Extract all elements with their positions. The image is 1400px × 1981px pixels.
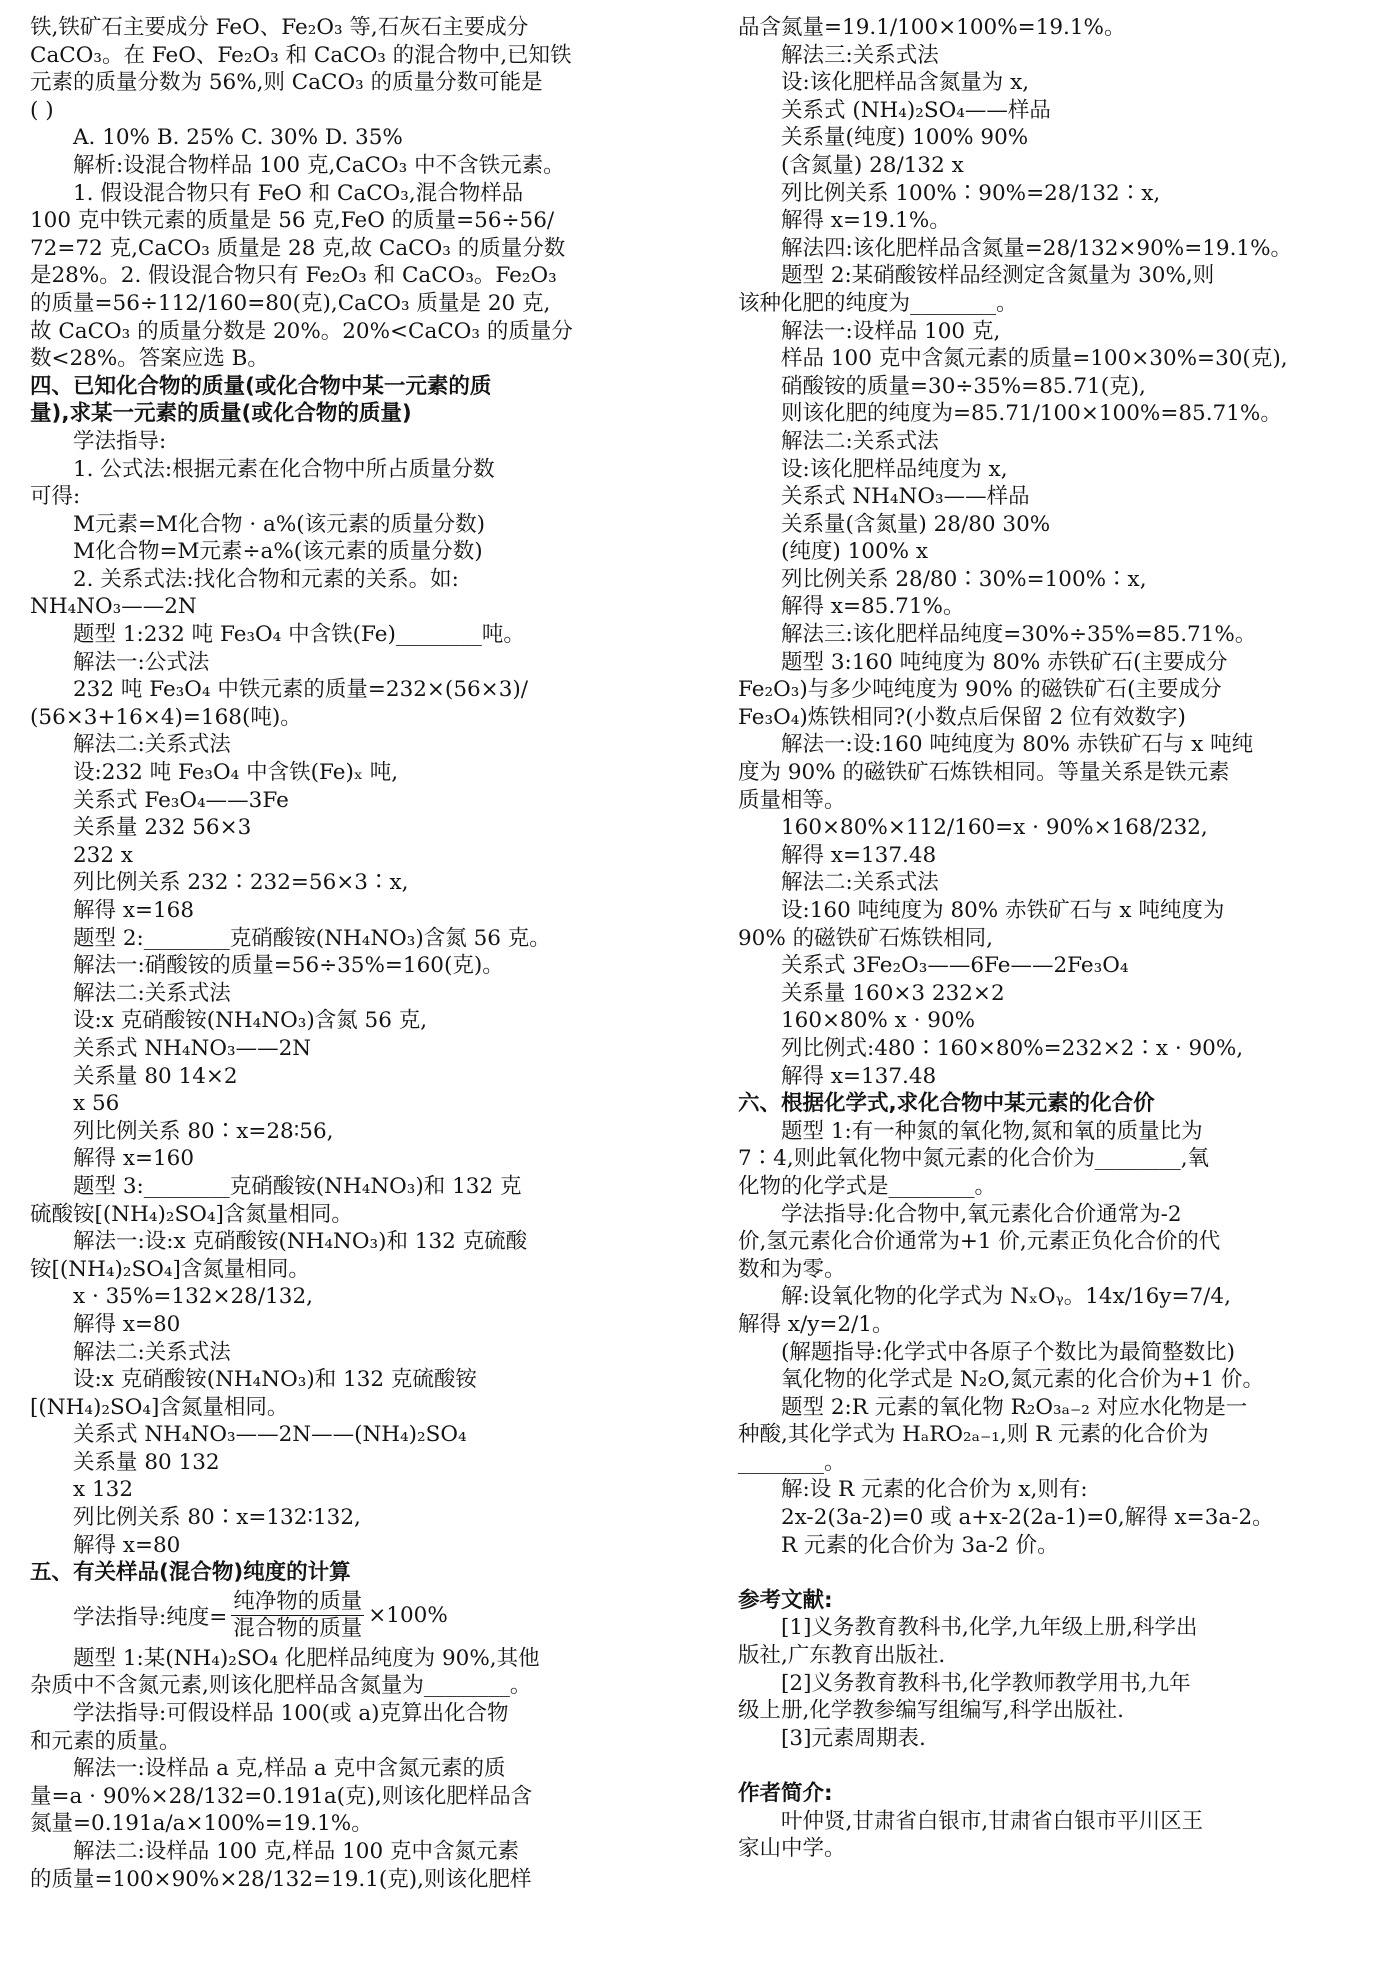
text-line: 题型 1:232 吨 Fe₃O₄ 中含铁(Fe)________吨。 <box>73 622 525 648</box>
text-line: 数和为零。 <box>738 1256 846 1282</box>
text-line: (56×3+16×4)=168(吨)。 <box>30 704 302 730</box>
text-line: M化合物=M元素÷a%(该元素的质量分数) <box>73 539 483 565</box>
text-line: 关系式 (NH₄)₂SO₄——样品 <box>781 97 1051 123</box>
text-line: [1]义务教育教科书,化学,九年级上册,科学出 <box>781 1615 1198 1641</box>
right-column <box>738 14 1370 1863</box>
right-text-block <box>738 14 1370 1863</box>
text-line: 解得 x=168 <box>73 898 195 923</box>
purity-numerator: 纯净物的质量 <box>233 1589 363 1615</box>
text-line: 设:232 吨 Fe₃O₄ 中含铁(Fe)ₓ 吨, <box>73 760 399 786</box>
text-line: 列比例关系 232∶232=56×3∶x, <box>73 870 409 896</box>
text-line: 量=a · 90%×28/132=0.191a(克),则该化肥样品含 <box>30 1783 533 1809</box>
text-line: 则该化肥的纯度为=85.71/100×100%=85.71%。 <box>781 401 1282 427</box>
text-line: 题型 3:160 吨纯度为 80% 赤铁矿石(主要成分 <box>781 649 1228 675</box>
text-line: 解法四:该化肥样品含氮量=28/132×90%=19.1%。 <box>781 235 1293 261</box>
purity-fraction <box>231 1589 364 1642</box>
text-line: 2. 关系式法:找化合物和元素的关系。如: <box>73 566 459 592</box>
section-heading: 作者简介: <box>738 1781 833 1806</box>
text-line: Fe₂O₃)与多少吨纯度为 90% 的磁铁矿石(主要成分 <box>738 677 1222 703</box>
text-line: 解析:设混合物样品 100 克,CaCO₃ 中不含铁元素。 <box>73 152 565 178</box>
text-line: 解得 x/y=2/1。 <box>738 1311 894 1337</box>
text-line: 解:设氧化物的化学式为 NₓOᵧ。14x/16y=7/4, <box>781 1284 1231 1310</box>
text-line: 家山中学。 <box>738 1836 846 1862</box>
text-line: 解得 x=80 <box>73 1532 181 1558</box>
text-line: 关系式 NH₄NO₃——样品 <box>781 484 1030 510</box>
text-line: 化物的化学式是________。 <box>738 1173 997 1199</box>
text-line: 列比例关系 28/80∶30%=100%∶x, <box>781 566 1147 592</box>
text-line: 题型 1:有一种氮的氧化物,氮和氧的质量比为 <box>781 1118 1203 1144</box>
text-line: 解得 x=85.71%。 <box>781 594 965 620</box>
text-line: 解得 x=137.48 <box>781 842 937 868</box>
text-line: 硝酸铵的质量=30÷35%=85.71(克), <box>781 373 1146 399</box>
text-line: 质量相等。 <box>738 787 846 813</box>
text-line: 解法二:关系式法 <box>73 980 231 1006</box>
text-line: 90% 的磁铁矿石炼铁相同, <box>738 925 993 951</box>
purity-prefix: 学法指导:纯度= <box>73 1605 228 1631</box>
left-text-block <box>30 14 662 1587</box>
text-line: 列比例关系 100%∶90%=28/132∶x, <box>781 180 1161 206</box>
text-line: x · 35%=132×28/132, <box>73 1284 313 1310</box>
left-column <box>30 14 662 1893</box>
text-line: [(NH₄)₂SO₄]含氮量相同。 <box>30 1394 289 1420</box>
text-line: CaCO₃。在 FeO、Fe₂O₃ 和 CaCO₃ 的混合物中,已知铁 <box>30 42 572 68</box>
text-line: 铵[(NH₄)₂SO₄]含氮量相同。 <box>30 1256 310 1282</box>
text-line: 铁,铁矿石主要成分 FeO、Fe₂O₃ 等,石灰石主要成分 <box>30 15 529 40</box>
text-line: (解题指导:化学式中各原子个数比为最简整数比) <box>781 1339 1236 1365</box>
section-heading: 五、有关样品(混合物)纯度的计算 <box>30 1560 351 1586</box>
text-line: 题型 3:________克硝酸铵(NH₄NO₃)和 132 克 <box>73 1173 522 1199</box>
text-line: M元素=M化合物 · a%(该元素的质量分数) <box>73 511 486 537</box>
text-line: 解法二:关系式法 <box>73 1339 231 1365</box>
text-line: 关系量 160×3 232×2 <box>781 980 1005 1006</box>
text-line: 样品 100 克中含氮元素的质量=100×30%=30(克), <box>781 346 1288 372</box>
text-line: 题型 2:R 元素的氧化物 R₂O₃ₐ₋₂ 对应水化物是一 <box>781 1394 1248 1420</box>
text-line: 题型 1:某(NH₄)₂SO₄ 化肥样品纯度为 90%,其他 <box>73 1645 540 1671</box>
text-line: 设:该化肥样品纯度为 x, <box>781 456 1008 482</box>
purity-denominator: 混合物的质量 <box>233 1616 363 1642</box>
text-line: 关系量 80 14×2 <box>73 1063 238 1089</box>
text-line: 设:160 吨纯度为 80% 赤铁矿石与 x 吨纯度为 <box>781 898 1225 923</box>
text-line: ( ) <box>30 97 54 123</box>
text-line: 学法指导:化合物中,氧元素化合价通常为-2 <box>781 1201 1182 1227</box>
text-line: 该种化肥的纯度为________。 <box>738 290 1018 316</box>
text-line: 关系式 NH₄NO₃——2N <box>73 1035 312 1061</box>
text-line: 列比例关系 80∶x=28∶56, <box>73 1118 334 1144</box>
text-line: 1. 公式法:根据元素在化合物中所占质量分数 <box>73 456 495 482</box>
text-line: (纯度) 100% x <box>781 539 929 565</box>
text-line: 叶仲贤,甘肃省白银市,甘肃省白银市平川区王 <box>781 1808 1204 1834</box>
text-line: 可得: <box>30 484 81 510</box>
text-line: 的质量=56÷112/160=80(克),CaCO₃ 质量是 20 克, <box>30 290 551 316</box>
section-heading: 参考文献: <box>738 1587 833 1613</box>
text-line: NH₄NO₃——2N <box>30 594 197 620</box>
text-line: 价,氢元素化合价通常为+1 价,元素正负化合价的代 <box>738 1229 1221 1255</box>
text-line: 关系式 Fe₃O₄——3Fe <box>73 787 289 813</box>
text-line: 数<28%。答案应选 B。 <box>30 346 269 372</box>
text-line: 解法二:设样品 100 克,样品 100 克中含氮元素 <box>73 1839 519 1864</box>
text-line: 故 CaCO₃ 的质量分数是 20%。20%<CaCO₃ 的质量分 <box>30 318 573 344</box>
text-line: 解法三:该化肥样品纯度=30%÷35%=85.71%。 <box>781 622 1257 648</box>
text-line: 杂质中不含氮元素,则该化肥样品含氮量为________。 <box>30 1673 532 1699</box>
text-line: 设:该化肥样品含氮量为 x, <box>781 70 1030 96</box>
text-line: 解法一:公式法 <box>73 649 210 675</box>
text-line: 氮量=0.191a/a×100%=19.1%。 <box>30 1811 373 1837</box>
text-line: 关系量(纯度) 100% 90% <box>781 125 1029 151</box>
text-line: 关系量 80 132 <box>73 1449 220 1475</box>
left-text-block-2 <box>30 1645 662 1893</box>
text-line: 72=72 克,CaCO₃ 质量是 28 克,故 CaCO₃ 的质量分数 <box>30 235 566 261</box>
text-line: 设:x 克硝酸铵(NH₄NO₃)含氮 56 克, <box>73 1008 428 1034</box>
text-line: 关系量 232 56×3 <box>73 815 252 841</box>
section-heading: 四、已知化合物的质量(或化合物中某一元素的质 <box>30 373 492 399</box>
text-line: 232 吨 Fe₃O₄ 中铁元素的质量=232×(56×3)/ <box>73 677 529 703</box>
text-line: 解法二:关系式法 <box>781 870 939 896</box>
text-line: 2x-2(3a-2)=0 或 a+x-2(2a-1)=0,解得 x=3a-2。 <box>781 1505 1274 1531</box>
text-line: 解法二:关系式法 <box>781 428 939 454</box>
text-line: 关系式 3Fe₂O₃——6Fe——2Fe₃O₄ <box>781 953 1129 979</box>
text-line: 解法一:设:x 克硝酸铵(NH₄NO₃)和 132 克硫酸 <box>73 1229 528 1255</box>
text-line: 解法一:设样品 a 克,样品 a 克中含氮元素的质 <box>73 1756 506 1782</box>
text-line: 解法二:关系式法 <box>73 732 231 758</box>
section-heading: 量),求某一元素的质量(或化合物的质量) <box>30 401 412 427</box>
text-line: 度为 90% 的磁铁矿石炼铁相同。等量关系是铁元素 <box>738 760 1230 786</box>
text-line: Fe₃O₄)炼铁相同?(小数点后保留 2 位有效数字) <box>738 704 1186 730</box>
text-line: 解法一:硝酸铵的质量=56÷35%=160(克)。 <box>73 953 504 979</box>
purity-formula <box>30 1587 662 1645</box>
text-line: 列比例关系 80∶x=132∶132, <box>73 1505 361 1531</box>
purity-suffix: ×100% <box>368 1603 448 1629</box>
text-line: 品含氮量=19.1/100×100%=19.1%。 <box>738 15 1126 40</box>
text-line: 的质量=100×90%×28/132=19.1(克),则该化肥样 <box>30 1866 532 1892</box>
text-line: 元素的质量分数为 56%,则 CaCO₃ 的质量分数可能是 <box>30 70 543 96</box>
text-line: 是28%。2. 假设混合物只有 Fe₂O₃ 和 CaCO₃。Fe₂O₃ <box>30 263 557 289</box>
text-line: 1. 假设混合物只有 FeO 和 CaCO₃,混合物样品 <box>73 180 524 206</box>
text-line: 解得 x=137.48 <box>781 1063 937 1089</box>
text-line: 学法指导: <box>73 428 167 454</box>
text-line: 232 x <box>73 842 133 868</box>
text-line: R 元素的化合价为 3a-2 价。 <box>781 1532 1059 1558</box>
text-line: 硫酸铵[(NH₄)₂SO₄]含氮量相同。 <box>30 1201 353 1227</box>
text-line: 关系式 NH₄NO₃——2N——(NH₄)₂SO₄ <box>73 1422 467 1448</box>
text-line: 解得 x=160 <box>73 1146 195 1172</box>
text-line: 解得 x=19.1%。 <box>781 208 951 234</box>
text-line: 版社,广东教育出版社. <box>738 1643 946 1669</box>
text-line: 解得 x=80 <box>73 1311 181 1337</box>
text-line: 题型 2:某硝酸铵样品经测定含氮量为 30%,则 <box>781 263 1215 289</box>
text-line: 160×80% x · 90% <box>781 1008 976 1034</box>
text-line: 氧化物的化学式是 N₂O,氮元素的化合价为+1 价。 <box>781 1367 1264 1393</box>
text-line: 7∶4,则此氧化物中氮元素的化合价为________,氧 <box>738 1146 1210 1172</box>
text-line: A. 10% B. 25% C. 30% D. 35% <box>73 125 403 151</box>
text-line: 和元素的质量。 <box>30 1728 181 1754</box>
text-line: x 56 <box>73 1091 120 1117</box>
text-line: 100 克中铁元素的质量是 56 克,FeO 的质量=56÷56/ <box>30 208 555 234</box>
text-line: [3]元素周期表. <box>781 1725 926 1751</box>
text-line <box>738 1559 1370 1587</box>
text-line: 160×80%×112/160=x · 90%×168/232, <box>781 815 1208 841</box>
text-line: x 132 <box>73 1477 133 1503</box>
text-line: 解法一:设样品 100 克, <box>781 318 1001 344</box>
section-heading: 六、根据化学式,求化合物中某元素的化合价 <box>738 1091 1155 1117</box>
text-line: 级上册,化学教参编写组编写,科学出版社. <box>738 1698 1125 1724</box>
text-line: 学法指导:可假设样品 100(或 a)克算出化合物 <box>73 1701 509 1727</box>
text-line: 解法三:关系式法 <box>781 42 939 68</box>
text-line: 设:x 克硝酸铵(NH₄NO₃)和 132 克硫酸铵 <box>73 1367 477 1393</box>
text-line: 种酸,其化学式为 HₐRO₂ₐ₋₁,则 R 元素的化合价为 <box>738 1422 1209 1448</box>
text-line: 列比例式:480∶160×80%=232×2∶x · 90%, <box>781 1035 1244 1061</box>
text-line: 题型 2:________克硝酸铵(NH₄NO₃)含氮 56 克。 <box>73 925 551 951</box>
text-line: [2]义务教育教科书,化学教师教学用书,九年 <box>781 1670 1191 1696</box>
text-line <box>738 1752 1370 1780</box>
text-line: 关系量(含氮量) 28/80 30% <box>781 511 1051 537</box>
text-line: ________。 <box>738 1449 846 1475</box>
text-line: (含氮量) 28/132 x <box>781 152 964 178</box>
text-line: 解:设 R 元素的化合价为 x,则有: <box>781 1477 1088 1503</box>
text-line: 解法一:设:160 吨纯度为 80% 赤铁矿石与 x 吨纯 <box>781 732 1254 758</box>
